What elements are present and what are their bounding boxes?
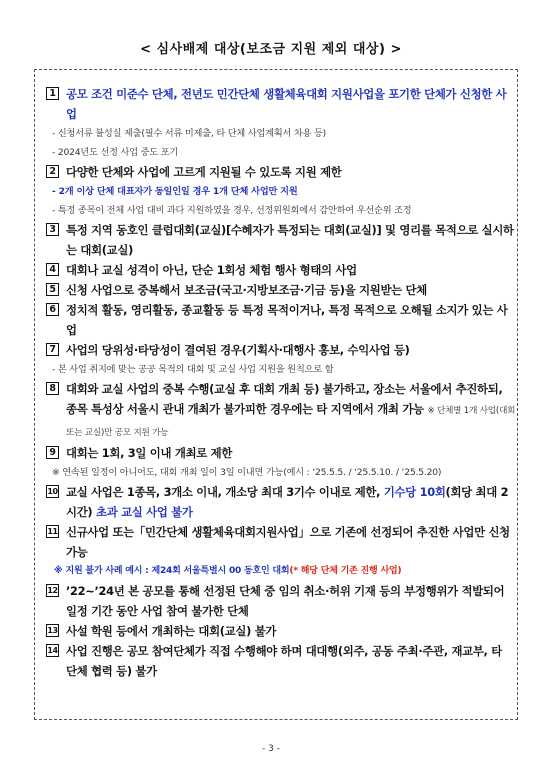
list-item (46, 84, 516, 124)
item-number-box: 3 (46, 223, 59, 236)
item-number-box: 13 (47, 626, 58, 635)
item-text: 사업 진행은 공모 참여단체가 직접 수행해야 하며 대대행(외주, 공동 주최·주관, 재교부, 타 단체 협력 등) 불가 (66, 644, 502, 678)
sub-item: - 2개 이상 단체 대표자가 동일인일 경우 1개 단체 사업만 지원 (52, 186, 298, 197)
example-note-text: ※ 지원 불가 사례 예시 : 제24회 서울특별시 00 동호인 대회 (54, 566, 290, 576)
item-number-box: 1 (46, 87, 59, 100)
item-text-continued: (회당 최대 2시간) (66, 485, 509, 519)
item-text: ’22~’24년 본 공모를 통해 선정된 단체 중 임의 취소·허위 기재 등의 부정행위가 적발되어 일정 기간 동안 사업 참여 불가한 단체 (66, 584, 505, 618)
sub-item: ※ 연속된 일정이 아니어도, 대회 개최 일이 3일 이내면 가능(예시 : ‘25.5.5. / ‘25.5.10. / ‘25.5.20) (52, 467, 442, 478)
list-item (46, 522, 516, 562)
item-text: 특정 지역 동호인 클럽대회(교실)[수혜자가 특정되는 대회(교실)] 및 영리를 목적으로 실시하는 대회(교실) (66, 223, 514, 257)
list-item (46, 641, 516, 681)
item-text-highlight: 초과 교실 사업 불가 (96, 505, 193, 519)
item-note: ※ 단체별 1개 사업(대회 또는 교실)만 공모 지원 가능 (66, 406, 516, 438)
list-item (46, 300, 516, 340)
list-item (46, 379, 516, 443)
list-item (46, 340, 516, 360)
item-text: 대회와 교실 사업의 중복 수행(교실 후 대회 개최 등) 불가하고, 장소는 서울에서 추진하되, 종목 특성상 서울시 관내 개최가 불가피한 경우에는 타 지역에서 개최 가능 (66, 382, 503, 416)
item-text: 교실 사업은 1종목, 3개소 이내, 개소당 최대 3기수 이내로 제한, (66, 485, 381, 499)
exclusion-list (46, 84, 516, 681)
item-text-highlight: 기수당 10회 (383, 485, 446, 499)
item-number-box: 6 (46, 303, 59, 316)
item-text: 신규사업 또는「민간단체 생활체육대회지원사업」으로 기존에 선정되어 추진한 사업만 신청 가능 (66, 525, 510, 559)
item-number-box: 14 (47, 646, 58, 655)
sub-item: - 신청서류 불성실 제출(필수 서류 미제출, 타 단체 사업계획서 차용 등) (52, 128, 327, 139)
sub-item: - 특정 종목이 전체 사업 대비 과다 지원하였을 경우, 선정위원회에서 감안하여 우선순위 조정 (52, 205, 412, 216)
item-number-box: 12 (47, 586, 58, 595)
item-text: 사설 학원 등에서 개최하는 대회(교실) 불가 (66, 624, 277, 638)
list-item (46, 581, 516, 621)
list-item (46, 621, 516, 641)
item-number-box: 2 (46, 165, 59, 178)
list-item (46, 220, 516, 260)
item-number-box: 4 (46, 263, 59, 276)
example-note (46, 562, 516, 581)
item-number-box: 9 (46, 446, 59, 459)
item-number-box: 11 (47, 527, 58, 536)
item-number-box: 10 (47, 487, 58, 496)
list-item (46, 482, 516, 522)
page-title: < 심사배제 대상(보조금 지원 제외 대상) > (140, 42, 402, 57)
item-text: 신청 사업으로 중복해서 보조금(국고·지방보조금·기금 등)을 지원받는 단체 (66, 283, 427, 297)
item-number-box: 8 (46, 382, 59, 395)
item-text: 사업의 당위성·타당성이 결여된 경우(기획사·대행사 홍보, 수익사업 등) (66, 343, 410, 357)
item-text: 대회나 교실 성격이 아닌, 단순 1회성 체험 행사 형태의 사업 (66, 263, 357, 277)
list-item (46, 280, 516, 300)
list-item (46, 260, 516, 280)
item-number-box: 7 (46, 343, 59, 356)
item-text: 대회는 1회, 3일 이내 개최로 제한 (66, 446, 233, 460)
sub-item: - 2024년도 선정 사업 중도 포기 (52, 147, 179, 158)
list-item (46, 443, 516, 463)
item-text: 공모 조건 미준수 단체, 전년도 민간단체 생활체육대회 지원사업을 포기한 단체가 신청한 사업 (66, 87, 507, 121)
example-note-red: (* 해당 단체 기존 진행 사업) (289, 566, 402, 576)
item-text: 다양한 단체와 사업에 고르게 지원될 수 있도록 지원 제한 (66, 165, 342, 179)
item-number-box: 5 (46, 283, 59, 296)
item-text: 정치적 활동, 영리활동, 종교활동 등 특정 목적이거나, 특정 목적으로 오해될 소지가 있는 사업 (66, 303, 508, 337)
sub-item: - 본 사업 취지에 맞는 공공 목적의 대회 및 교실 사업 지원을 원칙으로 함 (52, 364, 334, 375)
list-item (46, 162, 516, 182)
page-number: - 3 - (262, 744, 280, 754)
